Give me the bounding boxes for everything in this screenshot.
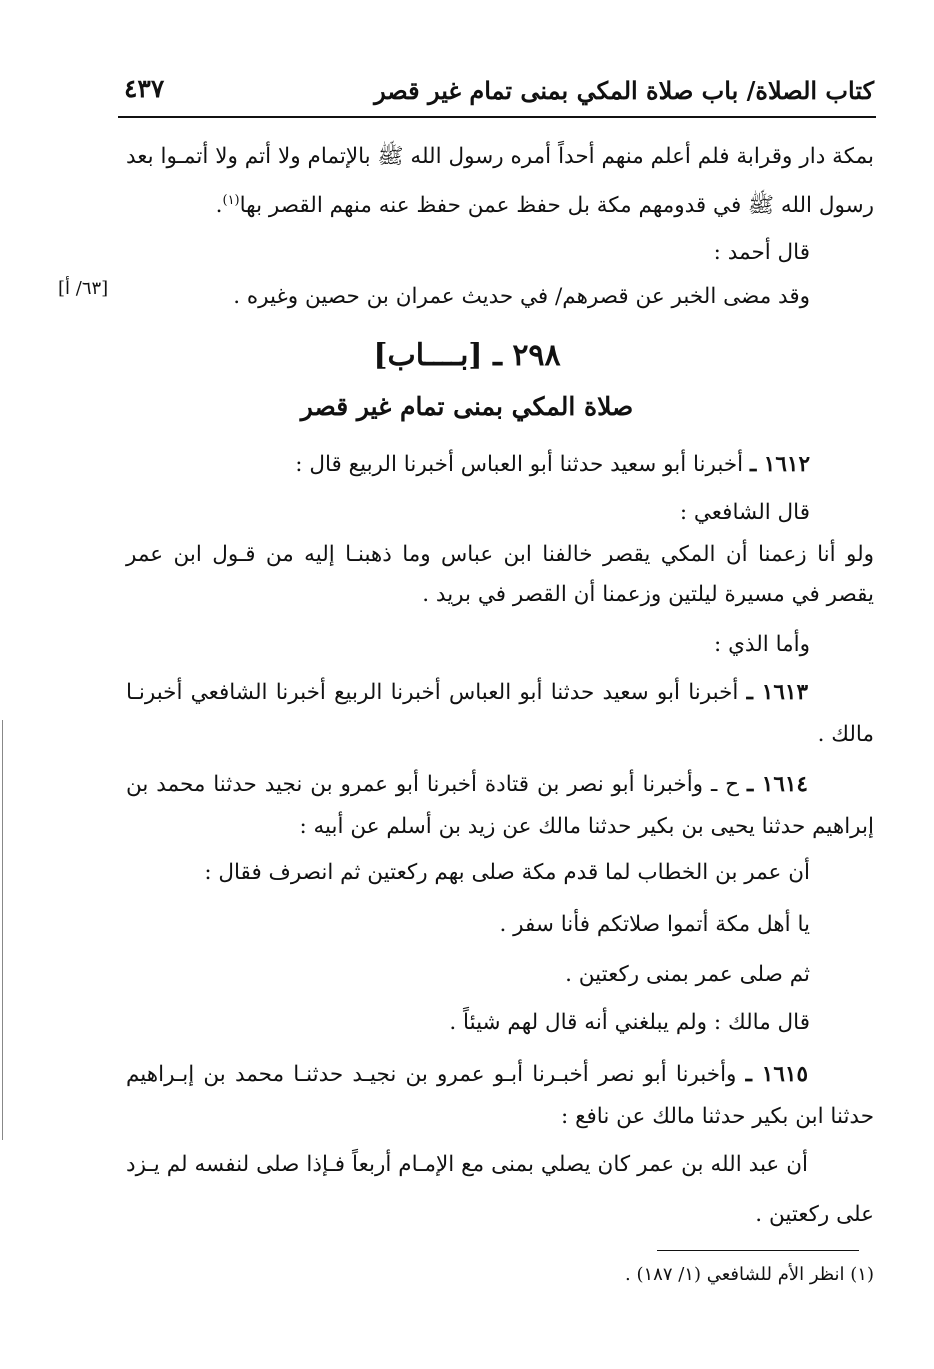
footnote-divider xyxy=(657,1250,859,1251)
paragraph-line: على ركعتين . xyxy=(755,1202,874,1227)
hadith-1615 xyxy=(126,1060,808,1092)
hadith-matn: ثم صلى عمر بمنى ركعتين . xyxy=(565,962,810,987)
hadith-isnad: ح ـ وأخبرنا أبو نصر بن قتادة أخبرنا أبو عمرو بن نجيد حدثنا محمد بن xyxy=(126,772,740,797)
header-title: كتاب الصلاة/ باب صلاة المكي بمنى تمام غير قصر xyxy=(374,76,874,105)
chapter-number: ٢٩٨ ـ [بــــاب] xyxy=(373,338,561,373)
hadith-matn: يا أهل مكة أتموا صلاتكم فأنا سفر . xyxy=(499,912,810,937)
hadith-number: ١٦١٢ ـ xyxy=(750,452,810,477)
footnote: (١) انظر الأم للشافعي (١/ ١٨٧) . xyxy=(625,1264,874,1285)
speaker-intro: قال أحمد : xyxy=(713,240,810,265)
hadith-number: ١٦١٣ ـ xyxy=(746,680,808,705)
hadith-matn: قال مالك : ولم يبلغني أنه قال لهم شيئاً . xyxy=(449,1010,810,1035)
scan-edge-line xyxy=(2,720,3,1140)
paragraph-line: بمكة دار وقرابة فلم أعلم منهم أحداً أمره رسول الله ﷺ بالإتمام ولا أتم ولا أتمـوا بعد xyxy=(126,144,874,169)
hadith-1612 xyxy=(295,450,810,482)
hadith-1613 xyxy=(126,678,808,710)
paragraph-line: وقد مضى الخبر عن قصرهم/ في حديث عمران بن حصين وغيره . xyxy=(233,284,810,309)
margin-folio-note: [٦٣/ أ] xyxy=(58,278,109,299)
paragraph-line: حدثنا ابن بكير حدثنا مالك عن نافع : xyxy=(561,1104,874,1129)
hadith-matn: أن عمر بن الخطاب لما قدم مكة صلى بهم ركعتين ثم انصرف فقال : xyxy=(204,860,810,885)
paragraph-line: مالك . xyxy=(817,722,874,747)
sentence-end: . xyxy=(215,193,223,219)
paragraph-line: ولو أنا زعمنا أن المكي يقصر خالفنا ابن عباس وما ذهبنـا إليه من قـول ابن عمر xyxy=(126,542,874,567)
hadith-isnad: أخبرنا أبو سعيد حدثنا أبو العباس أخبرنا الربيع قال : xyxy=(295,452,744,477)
chapter-title: صلاة المكي بمنى تمام غير قصر xyxy=(300,392,634,421)
paragraph-text: رسول الله ﷺ في قدومهم مكة بل حفظ عمن حفظ عنه منهم القصر بها xyxy=(239,193,874,219)
hadith-number: ١٦١٥ ـ xyxy=(745,1062,808,1087)
page-number: ٤٣٧ xyxy=(124,74,165,103)
paragraph-line: وأما الذي : xyxy=(714,632,810,657)
footnote-reference[interactable]: (١) xyxy=(222,193,240,208)
hadith-matn: أن عبد الله بن عمر كان يصلي بمنى مع الإمـام أربعاً فـإذا صلى لنفسه لم يـزد xyxy=(126,1152,808,1177)
paragraph-line: يقصر في مسيرة ليلتين وزعمنا أن القصر في بريد . xyxy=(422,582,874,607)
hadith-1614 xyxy=(126,770,808,802)
hadith-isnad: أخبرنا أبو سعيد حدثنا أبو العباس أخبرنا الربيع أخبرنا الشافعي أخبرنـا xyxy=(126,680,739,705)
hadith-number: ١٦١٤ ـ xyxy=(746,772,808,797)
header-divider xyxy=(118,116,876,118)
hadith-isnad: وأخبرنا أبو نصر أخبـرنا أبـو عمرو بن نجيـد حدثنـا محمد بن إبـراهيم xyxy=(126,1062,737,1087)
speaker-intro: قال الشافعي : xyxy=(679,500,810,525)
paragraph-line: إبراهيم حدثنا يحيى بن بكير حدثنا مالك عن زيد بن أسلم عن أبيه : xyxy=(299,814,874,839)
running-header xyxy=(118,72,874,116)
paragraph-line xyxy=(216,186,874,218)
